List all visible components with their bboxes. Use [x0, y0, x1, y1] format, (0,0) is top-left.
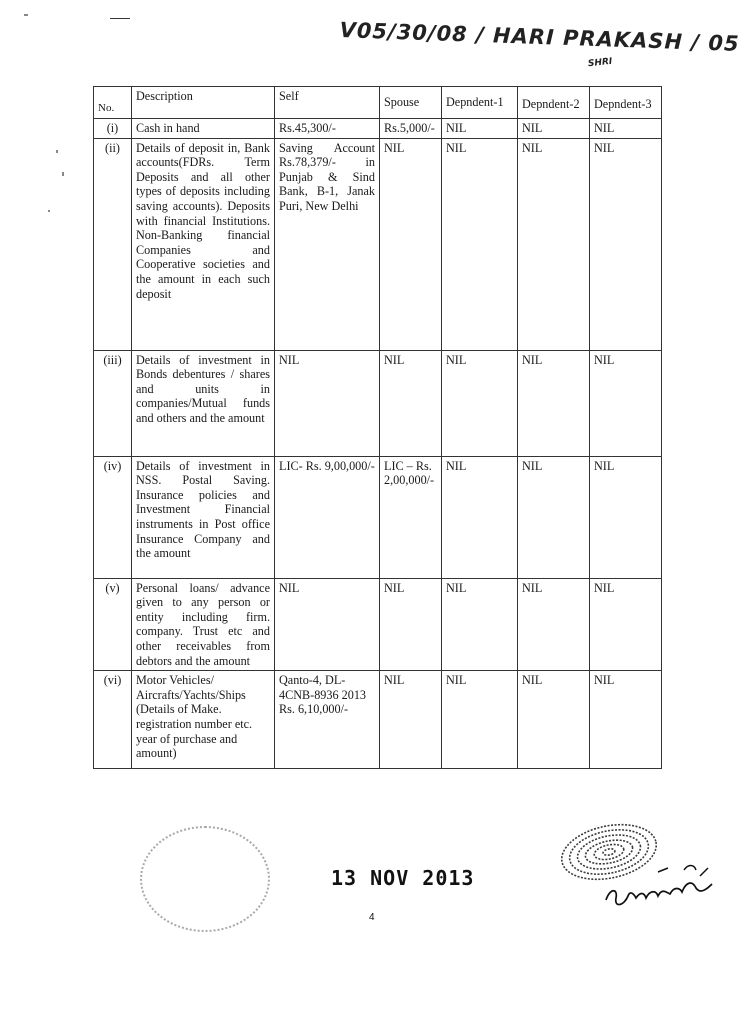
row-spouse: NIL: [380, 578, 442, 671]
row-description: Cash in hand: [132, 119, 275, 139]
row-self: Qanto-4, DL-4CNB-8936 2013 Rs. 6,10,000/-: [275, 671, 380, 769]
column-header-self: Self: [275, 87, 380, 119]
row-description: Personal loans/ advance given to any person or entity including firm. company. Trust etc and other receivables from debtors and the amount: [132, 578, 275, 671]
handwritten-note: SHRI: [587, 56, 613, 70]
row-dependent-2: NIL: [518, 138, 590, 350]
row-number: (v): [94, 578, 132, 671]
row-spouse: NIL: [380, 138, 442, 350]
scan-speck: [56, 150, 58, 153]
scan-speck: [48, 210, 50, 212]
page-number: 4: [369, 912, 375, 923]
row-dependent-2: NIL: [518, 578, 590, 671]
table-row: [94, 671, 662, 769]
row-dependent-1: NIL: [442, 456, 518, 578]
row-description: Details of investment in NSS. Postal Saving. Insurance policies and Investment Financial instruments in Post office Insurance Company and the amount: [132, 456, 275, 578]
row-number: (vi): [94, 671, 132, 769]
row-spouse: NIL: [380, 671, 442, 769]
date-stamp: 13 NOV 2013: [331, 866, 475, 890]
row-dependent-1: NIL: [442, 671, 518, 769]
row-dependent-1: NIL: [442, 578, 518, 671]
row-dependent-3: NIL: [590, 671, 662, 769]
row-dependent-2: NIL: [518, 671, 590, 769]
column-header-dependent-1: Depndent-1: [442, 87, 518, 119]
row-number: (iv): [94, 456, 132, 578]
column-header-dependent-2: Depndent-2: [518, 87, 590, 119]
row-self: LIC- Rs. 9,00,000/-: [275, 456, 380, 578]
column-header-no: No.: [94, 87, 132, 119]
column-header-dependent-3: Depndent-3: [590, 87, 662, 119]
table-row: [94, 350, 662, 456]
row-self: NIL: [275, 578, 380, 671]
column-header-spouse: Spouse: [380, 87, 442, 119]
row-number: (i): [94, 119, 132, 139]
scan-speck: [62, 172, 64, 176]
table-row: [94, 578, 662, 671]
table-row: [94, 456, 662, 578]
table-header-row: [94, 87, 662, 119]
row-description: Details of investment in Bonds debentures / shares and units in companies/Mutual funds and others and the amount: [132, 350, 275, 456]
assets-table: [93, 86, 662, 769]
row-dependent-3: NIL: [590, 456, 662, 578]
scan-mark: [110, 18, 130, 19]
column-header-description: Description: [132, 87, 275, 119]
row-spouse: Rs.5,000/-: [380, 119, 442, 139]
row-dependent-3: NIL: [590, 138, 662, 350]
row-dependent-3: NIL: [590, 350, 662, 456]
scan-speck: [24, 14, 28, 16]
row-spouse: LIC – Rs. 2,00,000/-: [380, 456, 442, 578]
row-dependent-3: NIL: [590, 119, 662, 139]
row-description: Details of deposit in, Bank accounts(FDRs. Term Deposits and all other types of deposits including saving accounts). Deposits with financial Institutions. Non-Banking financial Companies and Cooperative societies and the amount in each such deposit: [132, 138, 275, 350]
row-dependent-1: NIL: [442, 350, 518, 456]
row-dependent-1: NIL: [442, 138, 518, 350]
row-dependent-1: NIL: [442, 119, 518, 139]
row-dependent-2: NIL: [518, 350, 590, 456]
table-row: [94, 138, 662, 350]
row-description: Motor Vehicles/ Aircrafts/Yachts/Ships (Details of Make. registration number etc. year of purchase and amount): [132, 671, 275, 769]
faded-round-stamp: [140, 826, 270, 932]
handwritten-reference: V05/30/08 / HARI PRAKASH / 05: [339, 18, 740, 56]
row-self: Saving Account Rs.78,379/- in Punjab & Sind Bank, B-1, Janak Puri, New Delhi: [275, 138, 380, 350]
signature-mark: [600, 858, 718, 918]
row-number: (ii): [94, 138, 132, 350]
row-dependent-3: NIL: [590, 578, 662, 671]
row-self: Rs.45,300/-: [275, 119, 380, 139]
row-number: (iii): [94, 350, 132, 456]
row-spouse: NIL: [380, 350, 442, 456]
row-dependent-2: NIL: [518, 456, 590, 578]
row-self: NIL: [275, 350, 380, 456]
table-row: [94, 119, 662, 139]
row-dependent-2: NIL: [518, 119, 590, 139]
